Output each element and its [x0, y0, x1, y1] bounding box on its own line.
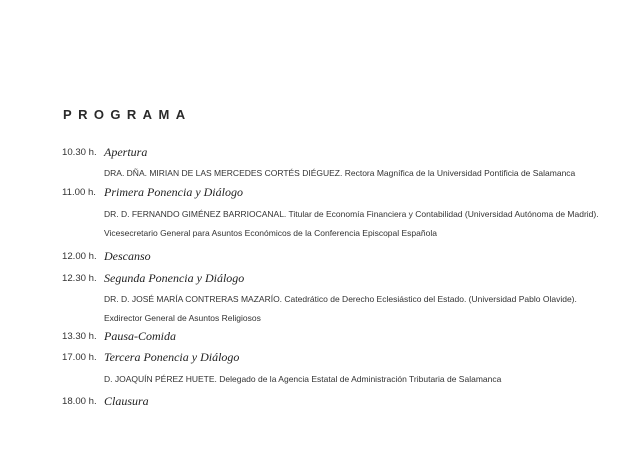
session-title: Descanso [104, 249, 151, 263]
time-label: 10.30 h. [62, 147, 97, 158]
session-title: Clausura [104, 394, 149, 408]
session-title: Pausa-Comida [104, 329, 176, 343]
time-label: 13.30 h. [62, 331, 97, 342]
speaker-detail: DR. D. FERNANDO GIMÉNEZ BARRIOCANAL. Titular de Economía Financiera y Contabilidad (Universidad Autónoma de Madrid). [104, 209, 599, 219]
speaker-detail: Vicesecretario General para Asuntos Económicos de la Conferencia Episcopal Española [104, 228, 437, 238]
time-label: 11.00 h. [62, 187, 96, 198]
speaker-detail: Exdirector General de Asuntos Religiosos [104, 313, 261, 323]
speaker-detail: DR. D. JOSÉ MARÍA CONTRERAS MAZARÍO. Catedrático de Derecho Eclesiástico del Estado. (Universidad Pablo Olavide). [104, 294, 577, 304]
speaker-detail: D. JOAQUÍN PÉREZ HUETE. Delegado de la Agencia Estatal de Administración Tributaria de Salamanca [104, 374, 502, 384]
time-label: 18.00 h. [62, 396, 97, 407]
time-label: 12.00 h. [62, 251, 97, 262]
page-title: PROGRAMA [63, 107, 192, 122]
time-label: 17.00 h. [62, 352, 97, 363]
session-title: Apertura [104, 145, 148, 159]
time-label: 12.30 h. [62, 273, 97, 284]
session-title: Segunda Ponencia y Diálogo [104, 271, 245, 285]
session-title: Tercera Ponencia y Diálogo [104, 350, 240, 364]
session-title: Primera Ponencia y Diálogo [104, 185, 243, 199]
speaker-detail: DRA. DÑA. MIRIAN DE LAS MERCEDES CORTÉS DIÉGUEZ. Rectora Magnífica de la Universidad Pontificia de Salamanca [104, 168, 576, 178]
